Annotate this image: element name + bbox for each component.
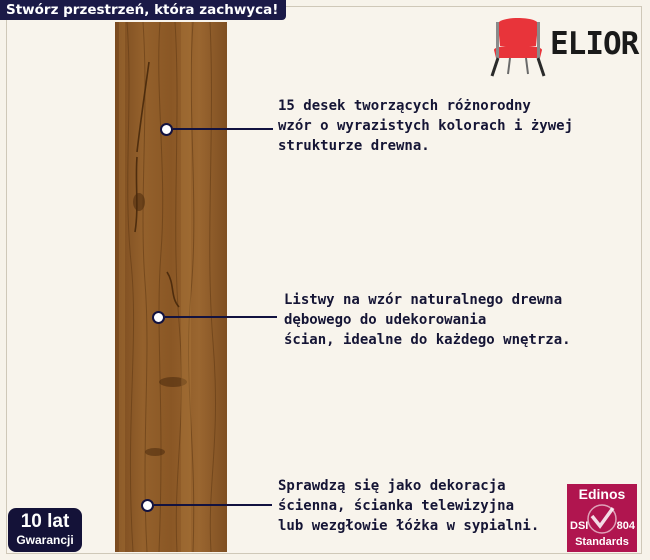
callout-line (154, 504, 272, 506)
callout-text-line: dębowego do udekorowania (284, 312, 487, 328)
callout-text-line: lub wezgłowie łóżka w sypialni. (278, 518, 540, 534)
callout-line (165, 316, 277, 318)
elior-logo (488, 10, 638, 78)
callout-text-line: Listwy na wzór naturalnego drewna (284, 292, 563, 308)
callout-text-line: strukturze drewna. (278, 138, 430, 154)
wood-grain-texture (115, 22, 227, 552)
slogan-banner: Stwórz przestrzeń, która zachwyca! (0, 0, 286, 20)
certificate-number: 804 (616, 520, 635, 532)
callout-marker (141, 499, 154, 512)
wood-plank-image (115, 22, 227, 552)
certificate-emblem (567, 502, 637, 536)
callout-text-line: Sprawdzą się jako dekoracja (278, 478, 506, 494)
callout-text-line: 15 desek tworzących różnorodny (278, 98, 531, 114)
callout-text (278, 96, 573, 156)
edinos-certificate-badge (567, 484, 637, 552)
callout-text-line: ścienna, ścianka telewizyjna (278, 498, 515, 514)
certificate-name: Edinos (578, 486, 626, 502)
callout-text-line: ścian, idealne do każdego wnętrza. (284, 332, 571, 348)
brand-name: ELIOR (550, 26, 639, 62)
callout-line (173, 128, 273, 130)
callout-marker (152, 311, 165, 324)
certificate-standards: Standards (575, 536, 629, 548)
callout-text (284, 290, 571, 350)
page-frame (6, 6, 642, 554)
red-chair-icon (488, 10, 548, 78)
callout-text (278, 476, 539, 536)
callout-marker (160, 123, 173, 136)
warranty-years: 10 lat (20, 511, 70, 532)
warranty-label: Gwarancji (16, 533, 74, 547)
certificate-dsi: DSI (570, 520, 589, 532)
warranty-badge (8, 508, 82, 552)
callout-text-line: wzór o wyrazistych kolorach i żywej (278, 118, 574, 134)
